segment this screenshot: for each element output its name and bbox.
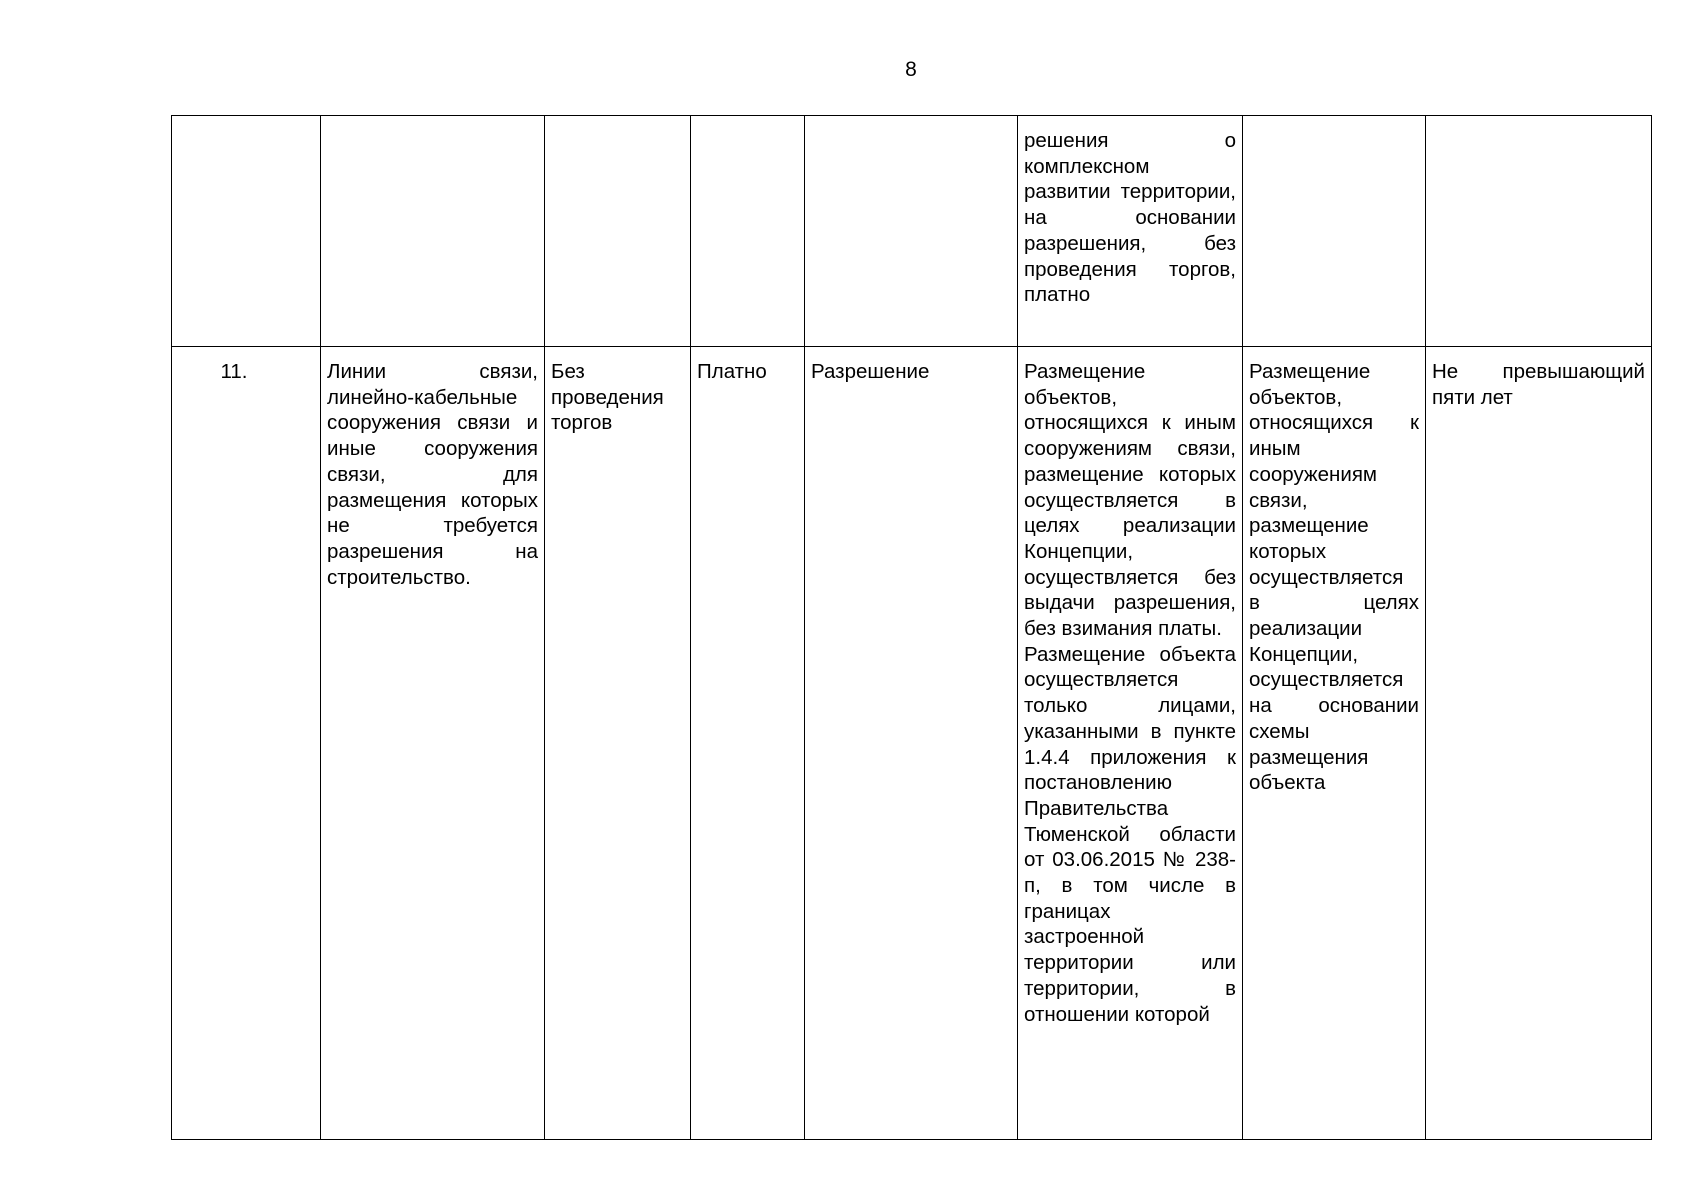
table-row-11: [172, 347, 1652, 1140]
table-row-continued: [172, 116, 1652, 347]
cell-object-type: [321, 116, 545, 347]
cell-number: [172, 347, 321, 1140]
concept-conditions-paragraph-2: Размещение объекта осуществляется только лицами, указанными в пункте 1.4.4 приложения к постановлению Правительства Тюменской области от 03.06.2015 № 238-п, в том числе в границах застроенной территории или территории, в отношении которой: [1024, 642, 1236, 1026]
page-number: 8: [905, 58, 917, 81]
term-text: Не превышающий пяти лет: [1432, 360, 1645, 409]
cell-scheme-conditions: [1243, 116, 1426, 347]
cell-number: [172, 116, 321, 347]
scheme-conditions-text: Размещение объектов, относящихся к иным сооружениям связи, размещение которых осуществляется в целях реализации Концепции, осуществляется на основании схемы размещения объекта: [1249, 360, 1419, 795]
payment-text: Платно: [697, 360, 767, 383]
object-type-text: Линии связи, линейно-кабельные сооружения связи и иные сооружения связи, для размещения которых не требуется разрешения на строительство.: [327, 360, 538, 589]
cell-concept-conditions: [1018, 347, 1243, 1140]
cell-payment: [691, 347, 805, 1140]
cell-procedure: [545, 347, 691, 1140]
document-table: [171, 115, 1652, 1140]
cell-procedure: [545, 116, 691, 347]
row-number: 11.: [220, 360, 248, 383]
cell-payment: [691, 116, 805, 347]
cell-term: [1426, 347, 1652, 1140]
cell-scheme-conditions: [1243, 347, 1426, 1140]
document-text: Разрешение: [811, 360, 930, 383]
cell-object-type: [321, 347, 545, 1140]
cell-document: [805, 347, 1018, 1140]
cell-concept-conditions: [1018, 116, 1243, 347]
procedure-text: Без проведения торгов: [551, 360, 664, 435]
cell-text: решения о комплексном развитии территории, на основании разрешения, без проведения торгов, платно: [1024, 129, 1236, 307]
cell-document: [805, 116, 1018, 347]
cell-term: [1426, 116, 1652, 347]
concept-conditions-paragraph-1: Размещение объектов, относящихся к иным сооружениям связи, размещение которых осуществляется в целях реализации Концепции, осуществляется без выдачи разрешения, без взимания платы.: [1024, 360, 1236, 641]
